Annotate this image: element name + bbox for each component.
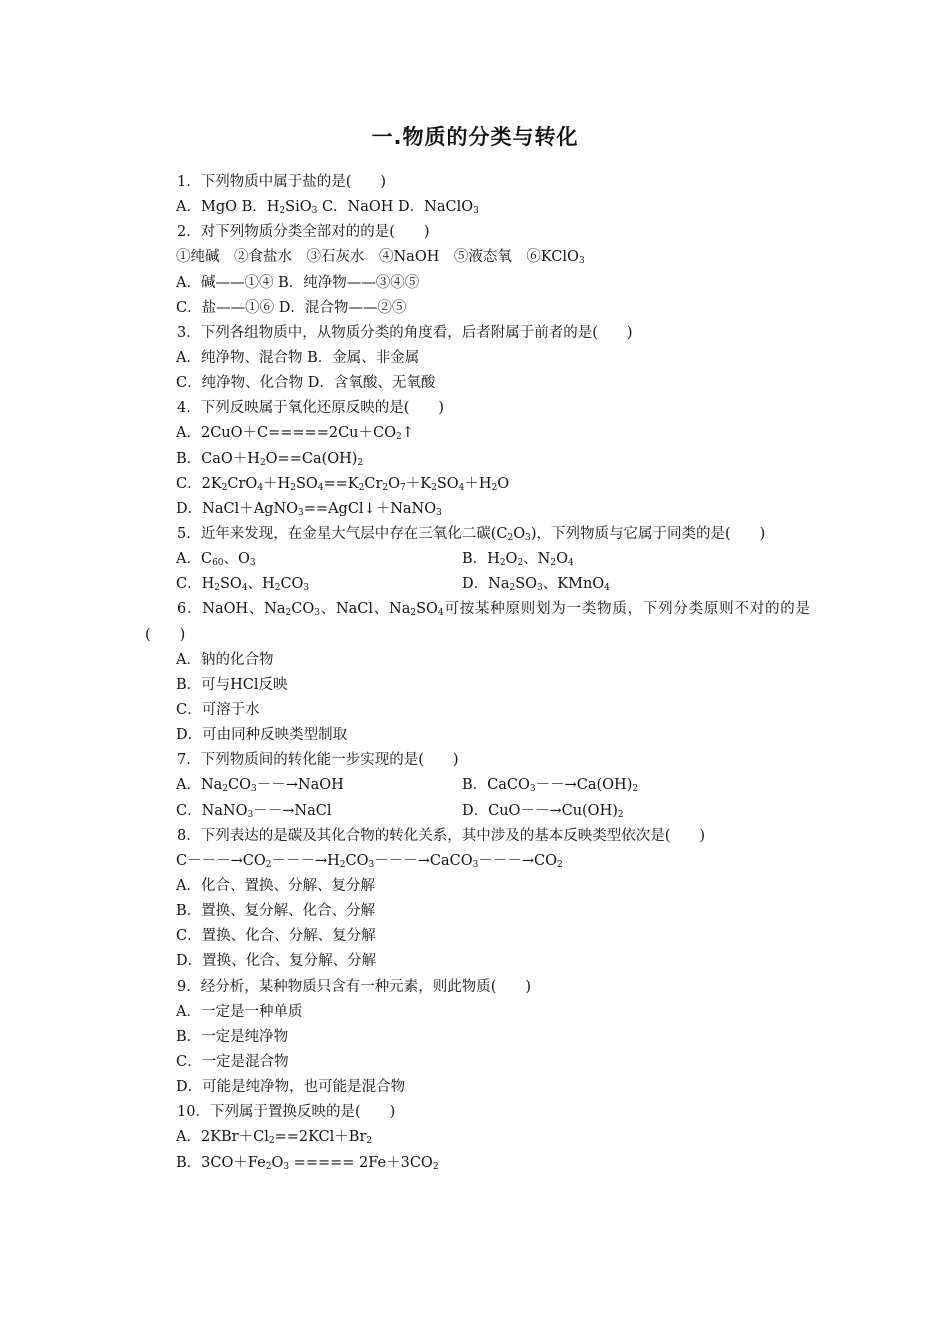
question-8-option-c: C．置换、化合、分解、复分解 (176, 928, 376, 945)
question-7-options-row-1 (145, 773, 810, 798)
question-7-option-d: D．$CuO--\to Cu(OH)_2$ (462, 802, 624, 820)
question-4-option-d: D．NaCl＋AgNO$_3$==AgCl↓＋NaNO$_3$ (176, 500, 442, 518)
question-6-option-c: C．可溶于水 (176, 702, 260, 718)
question-2-stem: 2．对下列物质分类全部对的的是( ) (177, 224, 430, 241)
question-8-option-b: B．置换、复分解、化合、分解 (176, 903, 376, 920)
question-9-option-d: D．可能是纯净物，也可能是混合物 (176, 1079, 406, 1096)
document-title: 一.物质的分类与转化 (371, 125, 579, 149)
question-6-option-a: A．钠的化合物 (176, 651, 274, 668)
question-7-option-b: B．$CaCO_3--\to Ca(OH)_2$ (462, 777, 639, 795)
question-list (145, 170, 810, 1176)
question-5-option-a: A．$C_{60}$、$O_3$ (176, 551, 256, 569)
question-7-options-row-2 (145, 799, 810, 824)
question-4-option-b: B．$CaO+H_2O==Ca(OH)_2$ (176, 450, 364, 468)
question-5-option-d: D．$Na_2SO_3$、KMnO$_4$ (462, 576, 610, 594)
question-5-options-row-1 (145, 547, 810, 572)
question-7-option-a: A．$Na_2CO_3--\to NaOH$ (176, 777, 344, 795)
question-6-option-d: D．可由同种反映类型制取 (176, 727, 348, 744)
question-4-option-c: C．$2K_2CrO_4+H_2SO_4==K_2Cr_2O_7+K_2SO_4+H_2O$ (176, 475, 510, 493)
question-7-stem: 7．下列物质间的转化能一步实现的是( ) (177, 752, 459, 769)
question-8-chain: $C---\to CO_2---\to H_2CO_3---\to CaCO_3---\to CO_2$ (176, 852, 563, 870)
question-9-stem: 9．经分析，某种物质只含有一种元素，则此物质( ) (177, 978, 532, 995)
question-2-options-cd: C．盐——①⑥ D．混合物——②⑤ (176, 299, 407, 316)
question-5-stem: 5．近年来发现，在金星大气层中存在三氧化二碳$(C_2O_3)$，下列物质与它属于同类的是( ) (177, 525, 766, 543)
question-9-option-b: B．一定是纯净物 (176, 1028, 289, 1045)
question-6-stem: 6．NaOH、$Na_2CO_3$、NaCl、$Na_2SO_4$可按某种原则划为一类物质，下列分类原则不对的的是( ) (145, 601, 810, 643)
question-5-options-row-2 (145, 572, 810, 597)
question-8-option-a: A．化合、置换、分解、复分解 (176, 877, 375, 894)
question-2-items: ①纯碱 ②食盐水 ③石灰水 ④NaOH ⑤液态氧 ⑥KClO$_3$ (176, 249, 585, 267)
question-3-options-cd: C．纯净物、化合物 D．含氧酸、无氧酸 (176, 375, 436, 392)
question-4-stem: 4．下列反映属于氧化还原反映的是( ) (177, 400, 445, 417)
question-6-option-b: B．可与HCl反映 (176, 676, 288, 693)
question-10-option-b: B．$3CO+Fe_2O_3$ ===== $2Fe+3CO_2$ (176, 1154, 439, 1172)
question-3-options-ab: A．纯净物、混合物 B．金属、非金属 (176, 349, 420, 366)
question-2-options-ab: A．碱——①④ B．纯净物——③④⑤ (176, 274, 420, 291)
question-10-stem: 10．下列属于置换反映的是( ) (177, 1104, 396, 1121)
question-3-stem: 3．下列各组物质中，从物质分类的角度看，后者附属于前者的是( ) (177, 324, 633, 341)
question-9-option-a: A．一定是一种单质 (176, 1003, 303, 1020)
question-1-options: A．MgO B．$H_2SiO_3$ C．NaOH D．NaClO$_3$ (176, 199, 479, 217)
question-5-option-c: C．$H_2SO_4$、$H_2CO_3$ (176, 576, 310, 594)
question-7-option-c: C．NaNO$_3$－－→NaCl (176, 802, 332, 820)
question-1-stem: 1．下列物质中属于盐的是( ) (177, 174, 387, 190)
question-8-option-d: D．置换、化合、复分解、分解 (176, 953, 377, 970)
question-4-option-a: A．$2CuO+C=====2Cu+CO_2↑$ (176, 425, 414, 443)
question-5-option-b: B．$H_2O_2$、$N_2O_4$ (462, 551, 574, 569)
question-9-option-c: C．一定是混合物 (176, 1053, 289, 1070)
question-10-option-a: A．$2KBr+Cl_2==2KCl+Br_2$ (176, 1129, 373, 1147)
question-8-stem: 8．下列表达的是碳及其化合物的转化关系，其中涉及的基本反映类型依次是( ) (177, 827, 706, 844)
